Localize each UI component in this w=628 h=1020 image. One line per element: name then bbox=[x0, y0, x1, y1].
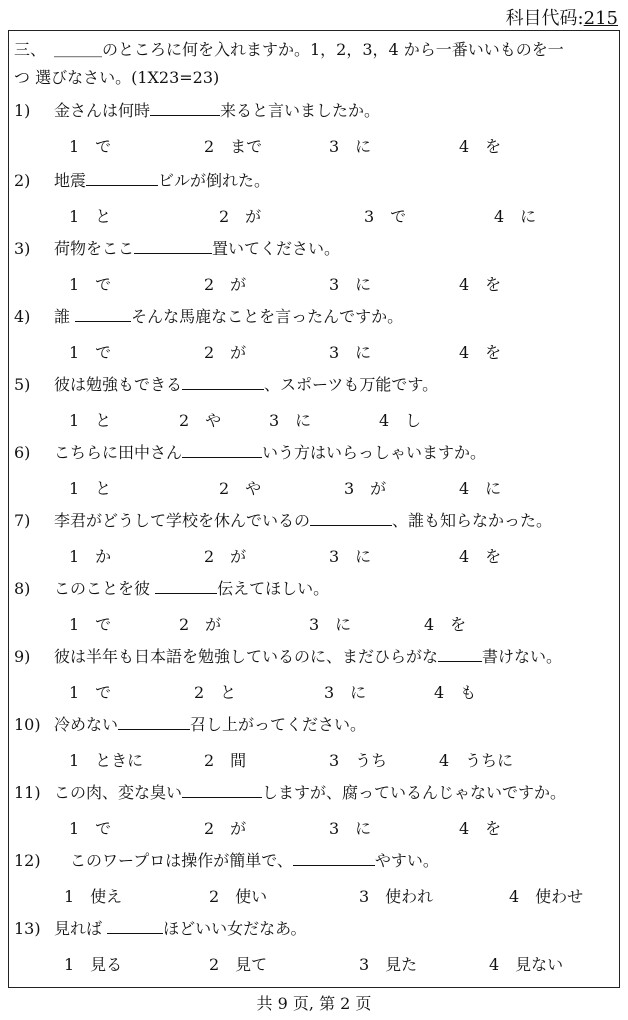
question-stem bbox=[14, 714, 366, 736]
question-text-after: 書けない。 bbox=[482, 647, 563, 666]
answer-options bbox=[14, 612, 614, 636]
option-1: 1 で bbox=[69, 819, 112, 838]
option-3: 3 使われ bbox=[359, 887, 434, 906]
question-number: 5) bbox=[14, 375, 31, 394]
answer-options bbox=[14, 204, 614, 228]
answer-blank bbox=[438, 647, 482, 662]
question-text-after: 召し上がってください。 bbox=[190, 715, 367, 734]
option-3: 3 で bbox=[364, 207, 407, 226]
question-text-before: このワープロは操作が簡単で、 bbox=[54, 851, 293, 870]
answer-options bbox=[14, 340, 614, 364]
question-number: 10) bbox=[14, 715, 41, 734]
option-4: 4 し bbox=[379, 411, 422, 430]
page-footer: 共 9 页, 第 2 页 bbox=[256, 994, 372, 1013]
answer-options bbox=[14, 408, 614, 432]
question-stem bbox=[14, 510, 552, 532]
option-2: 2 見て bbox=[209, 955, 268, 974]
option-3: 3 に bbox=[329, 275, 372, 294]
answer-blank bbox=[182, 783, 262, 798]
question-text-before: こちらに田中さん bbox=[54, 443, 183, 462]
answer-blank bbox=[182, 443, 262, 458]
option-4: 4 使わせ bbox=[509, 887, 584, 906]
question-number: 8) bbox=[14, 579, 31, 598]
option-2: 2 が bbox=[204, 819, 247, 838]
question-text-after: 来ると言いましたか。 bbox=[220, 101, 381, 120]
option-1: 1 ときに bbox=[69, 751, 144, 770]
question-number: 13) bbox=[14, 919, 41, 938]
question-text-before: このことを彼 bbox=[54, 579, 156, 598]
question-text-after: しますが、腐っているんじゃないですか。 bbox=[262, 783, 567, 802]
option-4: 4 も bbox=[434, 683, 477, 702]
question-3 bbox=[14, 238, 614, 294]
option-4: 4 うちに bbox=[439, 751, 514, 770]
question-stem bbox=[14, 646, 562, 668]
option-2: 2 が bbox=[204, 547, 247, 566]
answer-blank bbox=[75, 307, 131, 322]
option-3: 3 に bbox=[329, 343, 372, 362]
instruction-line-1: 三、 ＿＿＿のところに何を入れますか。1，2，3，4 から一番いいものを一 bbox=[14, 40, 564, 59]
answer-options bbox=[14, 952, 614, 976]
question-stem bbox=[14, 850, 439, 872]
question-6 bbox=[14, 442, 614, 498]
option-3: 3 に bbox=[309, 615, 352, 634]
option-4: 4 を bbox=[459, 547, 502, 566]
option-4: 4 を bbox=[459, 137, 502, 156]
option-1: 1 で bbox=[69, 275, 112, 294]
option-2: 2 が bbox=[204, 275, 247, 294]
question-number: 7) bbox=[14, 511, 31, 530]
option-3: 3 に bbox=[329, 819, 372, 838]
question-text-after: やすい。 bbox=[374, 851, 439, 870]
answer-blank bbox=[155, 579, 217, 594]
option-1: 1 と bbox=[69, 479, 112, 498]
answer-options bbox=[14, 544, 614, 568]
instruction-line-2: つ 選びなさい。(1X23=23) bbox=[14, 68, 220, 87]
question-text-before: 地震 bbox=[54, 171, 87, 190]
question-9 bbox=[14, 646, 614, 702]
question-text-before: 荷物をここ bbox=[54, 239, 135, 258]
option-4: 4 に bbox=[459, 479, 502, 498]
option-4: 4 見ない bbox=[489, 955, 564, 974]
question-number: 9) bbox=[14, 647, 31, 666]
question-12 bbox=[14, 850, 614, 906]
question-stem bbox=[14, 374, 438, 396]
option-3: 3 に bbox=[269, 411, 312, 430]
question-stem bbox=[14, 442, 486, 464]
option-4: 4 を bbox=[459, 343, 502, 362]
question-4 bbox=[14, 306, 614, 362]
answer-options bbox=[14, 884, 614, 908]
answer-blank bbox=[293, 851, 375, 866]
question-number: 3) bbox=[14, 239, 31, 258]
question-1 bbox=[14, 100, 614, 156]
question-text-before: この肉、変な臭い bbox=[54, 783, 183, 802]
answer-options bbox=[14, 748, 614, 772]
question-text-before: 彼は勉強もできる bbox=[54, 375, 183, 394]
question-text-before: 李君がどうして学校を休んでいるの bbox=[54, 511, 311, 530]
option-2: 2 が bbox=[204, 343, 247, 362]
option-3: 3 が bbox=[344, 479, 387, 498]
option-2: 2 や bbox=[179, 411, 222, 430]
option-4: 4 を bbox=[424, 615, 467, 634]
option-3: 3 に bbox=[329, 137, 372, 156]
question-text-after: ビルが倒れた。 bbox=[158, 171, 271, 190]
question-text-before: 彼は半年も日本語を勉強しているのに、まだひらがな bbox=[54, 647, 439, 666]
question-stem bbox=[14, 238, 340, 260]
section-instructions bbox=[14, 36, 614, 92]
option-1: 1 と bbox=[69, 207, 112, 226]
answer-blank bbox=[134, 239, 212, 254]
answer-options bbox=[14, 476, 614, 500]
option-1: 1 で bbox=[69, 683, 112, 702]
question-number: 6) bbox=[14, 443, 31, 462]
question-text-after: ほどいい女だなあ。 bbox=[163, 919, 307, 938]
subject-code bbox=[506, 4, 618, 30]
option-1: 1 で bbox=[69, 137, 112, 156]
question-10 bbox=[14, 714, 614, 770]
question-stem bbox=[14, 918, 306, 940]
option-3: 3 に bbox=[324, 683, 367, 702]
question-text-before: 金さんは何時 bbox=[54, 101, 151, 120]
subject-code-value: 215 bbox=[583, 8, 618, 29]
answer-blank bbox=[118, 715, 190, 730]
answer-blank bbox=[107, 919, 163, 934]
question-text-after: 、スポーツも万能です。 bbox=[264, 375, 439, 394]
option-2: 2 と bbox=[194, 683, 237, 702]
question-text-before: 冷めない bbox=[54, 715, 119, 734]
answer-options bbox=[14, 816, 614, 840]
question-number: 11) bbox=[14, 783, 41, 802]
answer-blank bbox=[310, 511, 392, 526]
answer-blank bbox=[86, 171, 158, 186]
question-5 bbox=[14, 374, 614, 430]
question-number: 12) bbox=[14, 851, 41, 870]
question-stem bbox=[14, 306, 403, 328]
answer-blank bbox=[150, 101, 220, 116]
answer-options bbox=[14, 272, 614, 296]
question-text-after: 、誰も知らなかった。 bbox=[392, 511, 553, 530]
option-2: 2 が bbox=[219, 207, 262, 226]
answer-blank bbox=[182, 375, 264, 390]
answer-options bbox=[14, 680, 614, 704]
question-8 bbox=[14, 578, 614, 634]
question-text-after: 伝えてほしい。 bbox=[217, 579, 330, 598]
subject-code-label: 科目代码: bbox=[505, 8, 584, 29]
question-text-before: 見れば bbox=[54, 919, 108, 938]
option-2: 2 まで bbox=[204, 137, 263, 156]
option-1: 1 か bbox=[69, 547, 112, 566]
answer-options bbox=[14, 134, 614, 158]
option-3: 3 に bbox=[329, 547, 372, 566]
option-4: 4 に bbox=[494, 207, 537, 226]
question-number: 2) bbox=[14, 171, 31, 190]
question-text-after: そんな馬鹿なことを言ったんですか。 bbox=[131, 307, 404, 326]
question-number: 1) bbox=[14, 101, 31, 120]
option-3: 3 見た bbox=[359, 955, 418, 974]
option-1: 1 と bbox=[69, 411, 112, 430]
option-1: 1 使え bbox=[64, 887, 123, 906]
question-stem bbox=[14, 100, 380, 122]
question-text-before: 誰 bbox=[54, 307, 76, 326]
question-text-after: 置いてください。 bbox=[212, 239, 341, 258]
option-4: 4 を bbox=[459, 275, 502, 294]
question-stem bbox=[14, 782, 566, 804]
option-3: 3 うち bbox=[329, 751, 388, 770]
option-1: 1 で bbox=[69, 343, 112, 362]
question-stem bbox=[14, 170, 270, 192]
option-1: 1 で bbox=[69, 615, 112, 634]
question-11 bbox=[14, 782, 614, 838]
question-2 bbox=[14, 170, 614, 226]
option-2: 2 が bbox=[179, 615, 222, 634]
question-13 bbox=[14, 918, 614, 974]
option-2: 2 間 bbox=[204, 751, 247, 770]
question-number: 4) bbox=[14, 307, 31, 326]
option-1: 1 見る bbox=[64, 955, 123, 974]
question-7 bbox=[14, 510, 614, 566]
option-2: 2 や bbox=[219, 479, 262, 498]
question-stem bbox=[14, 578, 329, 600]
question-text-after: いう方はいらっしゃいますか。 bbox=[262, 443, 487, 462]
option-2: 2 使い bbox=[209, 887, 268, 906]
option-4: 4 を bbox=[459, 819, 502, 838]
